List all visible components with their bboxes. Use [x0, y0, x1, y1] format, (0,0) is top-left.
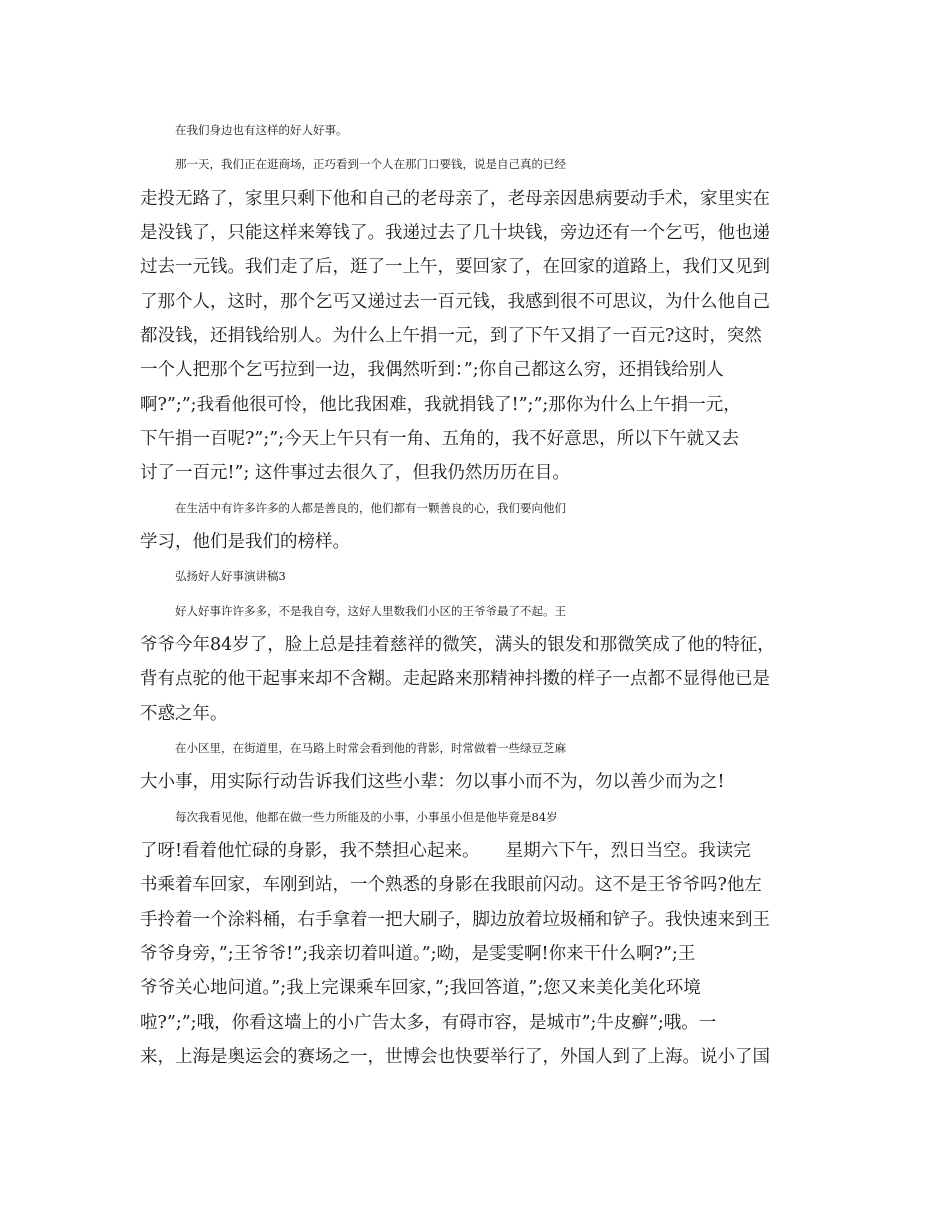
- text-line: 是没钱了，只能这样来筹钱了。我递过去了几十块钱，旁边还有一个乞丐，他也递: [140, 223, 770, 243]
- text-line: 手拎着一个涂料桶，右手拿着一把大刷子，脚边放着垃圾桶和铲子。我快速来到王: [140, 910, 770, 930]
- text-line: 一个人把那个乞丐拉到一边，我偶然听到：”;你自己都这么穷，还捐钱给别人: [140, 360, 724, 380]
- text-line: 每次我看见他，他都在做一些力所能及的小事，小事虽小但是他毕竟是84岁: [175, 810, 558, 824]
- text-line: 爷爷关心地问道。”;我上完课乘车回家，”;我回答道，”;您又来美化美化环境: [140, 978, 701, 998]
- text-line: 过去一元钱。我们走了后，逛了一上午，要回家了，在回家的道路上，我们又见到: [140, 257, 770, 277]
- text-line: 爷爷今年84岁了，脸上总是挂着慈祥的微笑，满头的银发和那微笑成了他的特征，: [140, 635, 775, 655]
- text-line: 在生活中有许多许多的人都是善良的，他们都有一颗善良的心，我们要向他们: [175, 501, 566, 515]
- text-line: 在小区里，在街道里，在马路上时常会看到他的背影，时常做着一些绿豆芝麻: [175, 741, 566, 755]
- text-line: 走投无路了，家里只剩下他和自己的老母亲了，老母亲因患病要动手术，家里实在: [140, 189, 770, 209]
- text-line: 下午捐一百呢?”;”;今天上午只有一角、五角的，我不好意思，所以下午就又去: [140, 429, 740, 449]
- text-line: 背有点驼的他干起事来却不含糊。走起路来那精神抖擞的样子一点都不显得他已是: [140, 669, 770, 689]
- text-line: 了呀!看着他忙碌的身影，我不禁担心起来。 星期六下午，烈日当空。我读完: [140, 841, 751, 861]
- text-line: 了那个人，这时，那个乞丐又递过去一百元钱，我感到很不可思议，为什么他自己: [140, 292, 770, 312]
- text-line: 来，上海是奥运会的赛场之一，世博会也快要举行了，外国人到了上海。说小了国: [140, 1047, 770, 1067]
- text-line: 啊?”;”;我看他很可怜，他比我困难，我就捐钱了!”;”;那你为什么上午捐一元，: [140, 395, 741, 415]
- text-line: 不惑之年。: [140, 704, 228, 724]
- text-line: 在我们身边也有这样的好人好事。: [175, 123, 348, 137]
- text-line: 那一天，我们正在逛商场，正巧看到一个人在那门口要钱，说是自己真的已经: [175, 157, 566, 171]
- text-line: 都没钱，还捐钱给别人。为什么上午捐一元，到了下午又捐了一百元?这时，突然: [140, 326, 762, 346]
- text-line: 大小事，用实际行动告诉我们这些小辈：勿以事小而不为，勿以善少而为之!: [140, 772, 725, 792]
- text-line: 书乘着车回家，车刚到站，一个熟悉的身影在我眼前闪动。这不是王爷爷吗?他左: [140, 875, 762, 895]
- text-line: 讨了一百元!”; 这件事过去很久了，但我仍然历历在目。: [140, 463, 570, 483]
- section-heading: 弘扬好人好事演讲稿3: [175, 569, 286, 583]
- text-line: 学习，他们是我们的榜样。: [140, 532, 350, 552]
- text-line: 爷爷身旁，”;王爷爷!”;我亲切着叫道。”;呦，是雯雯啊!你来干什么啊?”;王: [140, 944, 696, 964]
- text-line: 好人好事许许多多，不是我自夸，这好人里数我们小区的王爷爷最了不起。王: [175, 604, 566, 618]
- text-line: 啦?”;”;哦，你看这墙上的小广告太多，有碍市容，是城市”;牛皮癣”;哦。一: [140, 1013, 717, 1033]
